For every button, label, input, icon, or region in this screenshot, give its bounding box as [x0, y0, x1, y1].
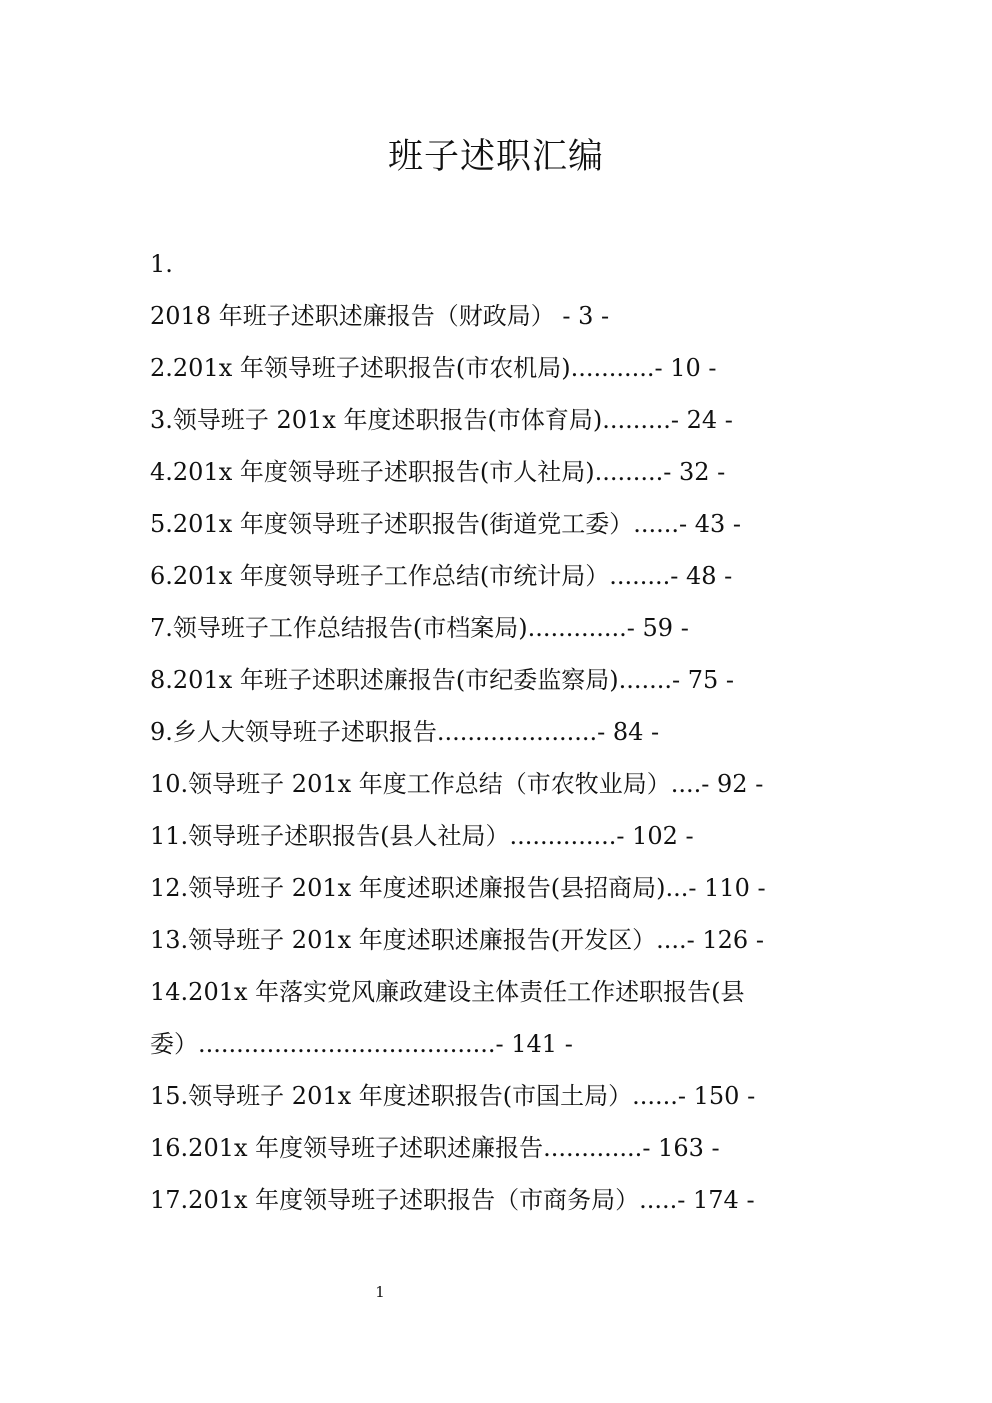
- toc-line-4: 3.领导班子 201x 年度述职报告(市体育局).........- 24 -: [150, 406, 733, 434]
- toc-line-1: 1.: [150, 250, 173, 278]
- toc-line-13: 12.领导班子 201x 年度述职述廉报告(县招商局)...- 110 -: [150, 874, 766, 902]
- document-title: 班子述职汇编: [387, 137, 604, 177]
- toc-line-15: 14.201x 年落实党风廉政建设主体责任工作述职报告(县: [150, 978, 745, 1006]
- toc-line-3: 2.201x 年领导班子述职报告(市农机局)...........- 10 -: [150, 354, 717, 382]
- toc-line-19: 17.201x 年度领导班子述职报告（市商务局）.....- 174 -: [150, 1186, 755, 1214]
- toc-line-9: 8.201x 年班子述职述廉报告(市纪委监察局).......- 75 -: [150, 666, 735, 694]
- toc-line-5: 4.201x 年度领导班子述职报告(市人社局).........- 32 -: [150, 458, 726, 486]
- toc-line-16: 委）.......................................- 141 -: [150, 1030, 573, 1058]
- toc-line-12: 11.领导班子述职报告(县人社局）..............- 102 -: [150, 822, 694, 850]
- toc-line-18: 16.201x 年度领导班子述职述廉报告.............- 163 -: [150, 1134, 720, 1162]
- toc-line-17: 15.领导班子 201x 年度述职报告(市国土局）......- 150 -: [150, 1082, 756, 1110]
- toc-line-11: 10.领导班子 201x 年度工作总结（市农牧业局）....- 92 -: [150, 770, 764, 798]
- table-of-contents: [150, 238, 850, 1226]
- toc-line-6: 5.201x 年度领导班子述职报告(街道党工委）......- 43 -: [150, 510, 742, 538]
- toc-line-2: 2018 年班子述职述廉报告（财政局） - 3 -: [150, 302, 610, 330]
- toc-line-10: 9.乡人大领导班子述职报告.....................- 84 -: [150, 718, 660, 746]
- page-number: 1: [375, 1283, 385, 1301]
- toc-line-14: 13.领导班子 201x 年度述职述廉报告(开发区）....- 126 -: [150, 926, 764, 954]
- toc-line-7: 6.201x 年度领导班子工作总结(市统计局）........- 48 -: [150, 562, 733, 590]
- toc-line-8: 7.领导班子工作总结报告(市档案局).............- 59 -: [150, 614, 689, 642]
